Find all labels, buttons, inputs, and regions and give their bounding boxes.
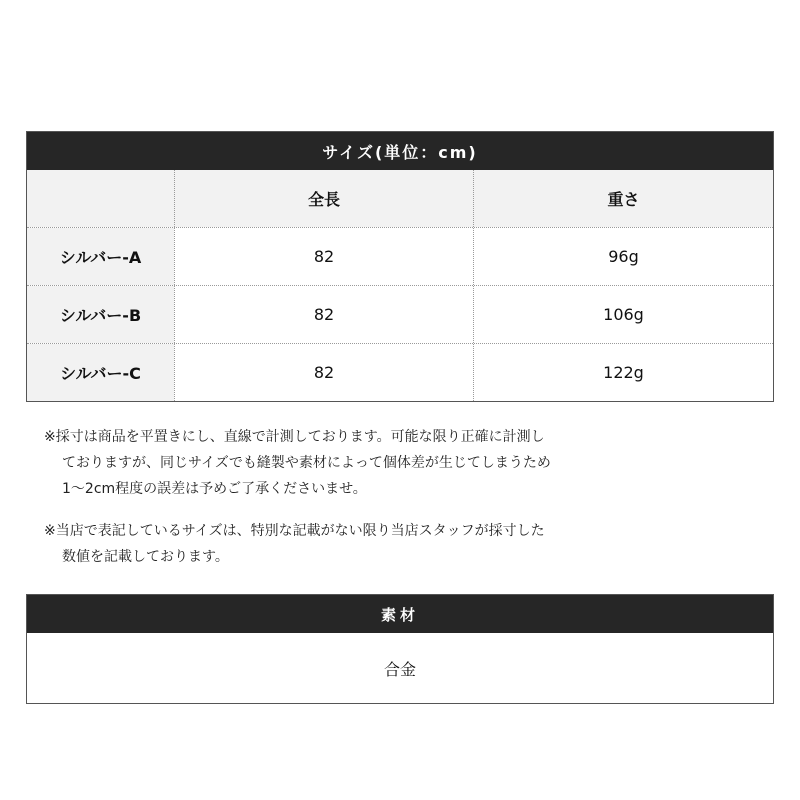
- length-cell: 82: [174, 344, 473, 401]
- material-table-title: 素材: [27, 595, 773, 633]
- note-line: ※当店で表記しているサイズは、特別な記載がない限り当店スタッフが採寸した: [44, 523, 545, 539]
- size-table: [26, 131, 774, 402]
- table-row: [27, 227, 773, 285]
- header-cell-length: 全長: [174, 170, 473, 227]
- size-table-title: サイズ(単位：cm): [27, 132, 773, 170]
- weight-cell: 96g: [473, 228, 773, 285]
- size-table-header-row: [27, 170, 773, 227]
- header-cell-weight: 重さ: [473, 170, 773, 227]
- weight-cell: 106g: [473, 286, 773, 343]
- row-label: シルバー-A: [27, 228, 174, 285]
- note-line: 数値を記載しております。: [62, 549, 229, 565]
- note-line: ておりますが、同じサイズでも縫製や素材によって個体差が生じてしまうため: [62, 455, 551, 471]
- note-line: ※採寸は商品を平置きにし、直線で計測しております。可能な限り正確に計測し: [44, 429, 545, 445]
- material-table: [26, 594, 774, 704]
- length-cell: 82: [174, 286, 473, 343]
- row-label: シルバー-C: [27, 344, 174, 401]
- note-line: 1～2cm程度の誤差は予めご了承くださいませ。: [62, 481, 367, 497]
- table-row: [27, 343, 773, 401]
- length-cell: 82: [174, 228, 473, 285]
- row-label: シルバー-B: [27, 286, 174, 343]
- header-cell-empty: [27, 170, 174, 227]
- size-note: [44, 518, 545, 570]
- table-row: [27, 285, 773, 343]
- material-value: 合金: [383, 659, 416, 679]
- measurement-note: [44, 424, 551, 502]
- weight-cell: 122g: [473, 344, 773, 401]
